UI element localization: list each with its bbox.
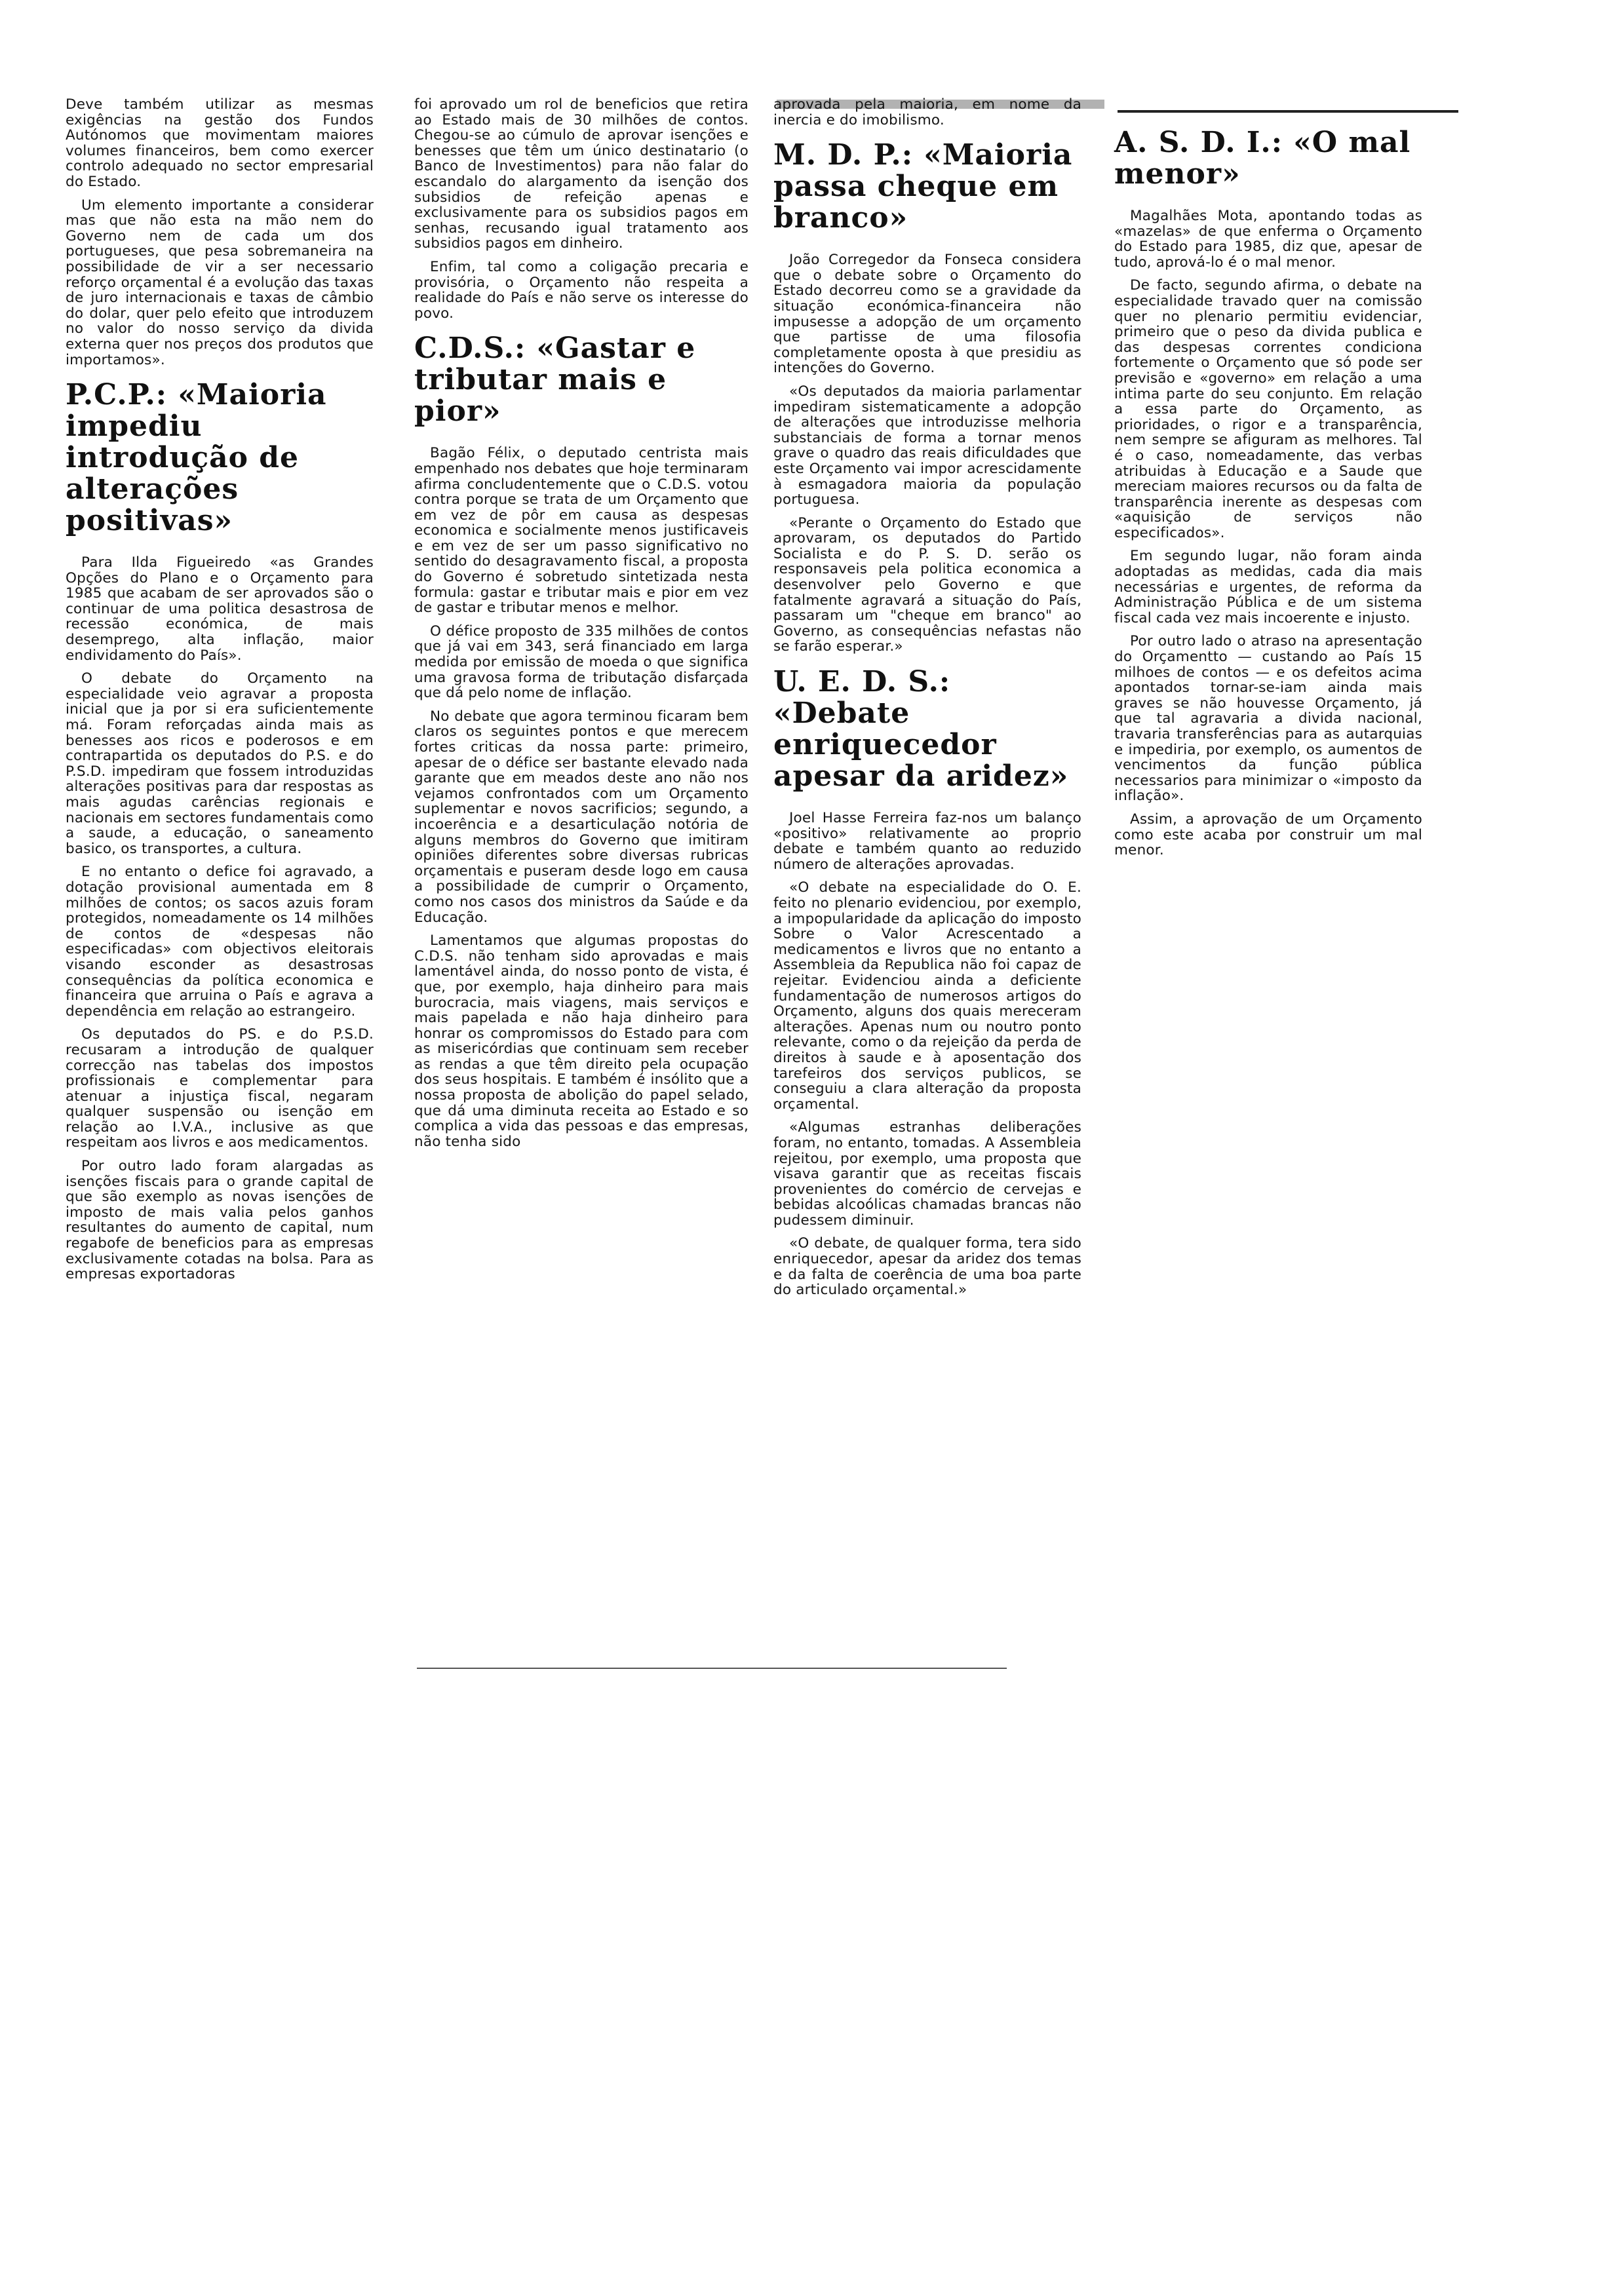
headline-pcp: P.C.P.: «Maioria impediu introdução de alterações positivas» [66,378,327,538]
paragraph: O debate do Orçamento na especialidade veio agravar a proposta inicial que ja por si era suficientemente má. Foram reforçadas ainda mais as benesses aos ricos e poderosos e em contrapartida os deputados do P.S. e do P.S.D. impediram que fossem introduzidas alterações positivas para dar respostas as mais agudas carências regionais e nacionais em sectores fundamentais como a saude, a educação, o saneamento basico, os transportes, a cultura. [66,670,374,857]
paragraph: Por outro lado foram alargadas as isenções fiscais para o grande capital de que são exemplo as novas isenções de imposto de mais valia pelos ganhos resultantes do aumento de capital, num regabofe de beneficios para as empresas exclusivamente cotadas na bolsa. Para as empresas exportadoras [66,1158,374,1283]
headline-mdp: M. D. P.: «Maioria passa cheque em branco» [773,138,1073,235]
paragraph: Para Ilda Figueiredo «as Grandes Opções do Plano e o Orçamento para 1985 que acabam de ser aprovados são o continuar de uma politica desastrosa de recessão económica, de mais desemprego, alta inflação, maior endividamento do País». [66,554,374,664]
paragraph: Enfim, tal como a coligação precaria e provisória, o Orçamento não respeita a realidade do País e não serve os interesse do povo. [414,258,749,322]
paragraph: «O debate na especialidade do O. E. feito no plenario evidenciou, por exemplo, a impopularidade da aplicação do imposto Sobre o Valor Acrescentado a medicamentos e livros que no entanto a Assembleia da Republica não foi capaz de rejeitar. Evidenciou ainda a deficiente fundamentação de numerosos artigos do Orçamento, alguns dos quais mereceram alterações. Apenas num ou noutro ponto relevante, como o da rejeição da perda de direitos à saude e à aposentação dos tarefeiros dos serviços publicos, se conseguiu a clara alteração da proposta orçamental. [773,879,1081,1113]
paragraph: O défice proposto de 335 milhões de contos que já vai em 343, será financiado em larga medida por emissão de moeda o que significa uma gravosa forma de tributação disfarçada que dá pelo nome de inflação. [414,622,749,702]
paragraph: Em segundo lugar, não foram ainda adoptadas as medidas, cada dia mais necessárias e urgentes, de reforma da Administração Pública e de um sistema fiscal cada vez mais incoerente e injusto. [1114,548,1422,626]
paragraph: No debate que agora terminou ficaram bem claros os seguintes pontos e que merecem fortes criticas da nossa parte: primeiro, apesar de o défice ser bastante elevado nada garante que em meados deste ano não nos vejamos confrontados com um Orçamento suplementar e novos sacrificios; segundo, a incoerência e a desarticulação notória de alguns membros do Governo que imitiram opiniões diferentes sobre diversas rubricas orçamentais e puseram desde logo em causa a possibilidade de cumprir o Orçamento, como nos casos dos ministros da Saúde e da Educação. [414,708,749,926]
headline-asdi: A. S. D. I.: «O mal menor» [1114,126,1411,191]
paragraph: Bagão Félix, o deputado centrista mais empenhado nos debates que hoje terminaram afirma concludentemente que o C.D.S. votou contra porque se trata de um Orçamento que em vez de pôr em causa as despesas economica e socialmente menos justificaveis e em vez de ser um passo significativo no sentido do desagravamento fiscal, a proposta do Governo é sobretudo sintetizada nesta formula: gastar e tributar mais e pior em vez de gastar e tributar menos e melhor. [414,445,749,617]
column-4 [1114,122,1422,866]
paragraph: Os deputados do PS. e do P.S.D. recusaram a introdução de qualquer correcção nas tabelas dos impostos profissionais e complementar para atenuar a injustiça fiscal, negaram qualquer suspensão ou isenção em relação ao I.V.A., inclusive as que respeitam aos livros e aos medicamentos. [66,1026,374,1151]
paragraph: foi aprovado um rol de beneficios que retira ao Estado mais de 30 milhões de contos. Chegou-se ao cúmulo de aprovar isenções e benesses que têm um único destinatario (o Banco de Investimentos) para não falar do escandalo do alargamento da isenção dos subsidios de refeição apenas e exclusivamente para os subsidios pagos em senhas, recusando igual tratamento aos subsidios pagos em dinheiro. [414,96,749,252]
paragraph: Magalhães Mota, apontando todas as «mazelas» de que enferma o Orçamento do Estado para 1985, diz que, apesar de tudo, aprová-lo é o mal menor. [1114,208,1422,271]
headline-ueds: U. E. D. S.: «Debate enriquecedor apesar da aridez» [773,665,1069,794]
paragraph: aprovada pela maioria, em nome da inercia e do imobilismo. [773,96,1081,128]
top-rule [1118,110,1458,113]
paragraph: «O debate, de qualquer forma, tera sido enriquecedor, apesar da aridez dos temas e da falta de coerência de uma boa parte do articulado orçamental.» [773,1235,1081,1299]
paragraph: «Algumas estranhas deliberações foram, no entanto, tomadas. A Assembleia rejeitou, por exemplo, uma proposta que visava garantir que as receitas fiscais provenientes do comércio de cervejas e bebidas alcoólicas chamadas brancas não pudessem diminuir. [773,1119,1081,1229]
paragraph: «Os deputados da maioria parlamentar impediram sistematicamente a adopção de alterações que introduzisse melhoria substanciais de forma a tornar menos grave o quadro das reais dificuldades que este Orçamento vai impor acrescidamente à esmagadora maioria da população portuguesa. [773,383,1081,508]
paragraph: Por outro lado o atraso na apresentação do Orçamentto — custando ao País 15 milhoes de contos — e os defeitos acima apontados tornar-se-iam ainda mais graves se não houvesse Orçamento, já que tal agravaria a divida nacional, travaria transferências para as autarquias e impediria, por exemplo, os aumentos de vencimentos da função pública necessarios para minimizar o «imposto da inflação». [1114,633,1422,805]
paragraph: Um elemento importante a considerar mas que não esta na mão nem do Governo nem de cada um dos portugueses, que pesa sobremaneira na possibilidade de vir a ser necessario reforço orçamental é a evolução das taxas de juro internacionais e taxas de câmbio do dolar, quer pelo efeito que introduzem no valor do nosso serviço da divida externa quer nos preços dos produtos que importamos». [66,197,374,368]
paragraph: Lamentamos que algumas propostas do C.D.S. não tenham sido aprovadas e mais lamentável ainda, do nosso ponto de vista, é que, por exemplo, haja dinheiro para mais burocracia, mais viagens, mais serviços e mais papelada e não haja dinheiro para honrar os compromissos do Estado para com as misericórdias que continuam sem receber as rendas a que têm direito pela ocupação dos seus hospitais. E também é insólito que a nossa proposta de abolição do papel selado, que dá uma diminuta receita ao Estado e so complica a vida das pessoas e das empresas, não tenha sido [414,932,749,1150]
paragraph: Deve também utilizar as mesmas exigências na gestão dos Fundos Autónomos que movimentam maiores volumes financeiros, bem como exercer controlo adequado no sector empresarial do Estado. [66,96,374,190]
column-2 [414,97,749,1157]
column-1 [66,97,374,1290]
paragraph: De facto, segundo afirma, o debate na especialidade travado quer na comissão quer no plenario permitiu evidenciar, primeiro que o peso da divida publica e das despesas correntes condiciona fortemente o Orçamento que só pode ser previsão e «governo» em relação a uma intima parte do seu conjunto. Em relação a essa parte do Orçamento, as prioridades, o rigor e a transparência, nem sempre se afiguram as melhores. Tal é o caso, nomeadamente, das verbas atribuidas à Educação e a Saude que mereciam maiores recursos ou da falta de transparência inerente as despesas com «aquisição de serviços não especificados». [1114,277,1422,541]
paragraph: E no entanto o defice foi agravado, a dotação provisional aumentada em 8 milhões de contos; os sacos azuis foram protegidos, nomeadamente os 14 milhões de contos de «despesas não especificadas» com objectivos eleitorais visando esconder as desastrosas consequências da política economica e financeira que arruina o País e agrava a dependência em relação ao estrangeiro. [66,864,374,1020]
bottom-rule [417,1668,1007,1669]
column-3 [773,97,1081,1306]
paragraph: Joel Hasse Ferreira faz-nos um balanço «positivo» relativamente ao proprio debate e também quanto ao reduzido número de alterações aprovadas. [773,810,1081,873]
paragraph: Assim, a aprovação de um Orçamento como este acaba por construir um mal menor. [1114,811,1422,859]
headline-cds: C.D.S.: «Gastar e tributar mais e pior» [414,332,696,429]
paragraph: João Corregedor da Fonseca considera que o debate sobre o Orçamento do Estado decorreu como se a gravidade da situação económica-financeira não impusesse a adopção de um orçamento que partisse de uma filosofia completamente oposta à que presidiu as intenções do Governo. [773,252,1081,377]
paragraph: «Perante o Orçamento do Estado que aprovaram, os deputados do Partido Socialista e do P. S. D. serão os responsaveis pela politica economica a desenvolver pelo Governo e que fatalmente agravará a situação do País, passaram um "cheque em branco" ao Governo, as consequências nefastas não se farão esperar.» [773,514,1081,655]
